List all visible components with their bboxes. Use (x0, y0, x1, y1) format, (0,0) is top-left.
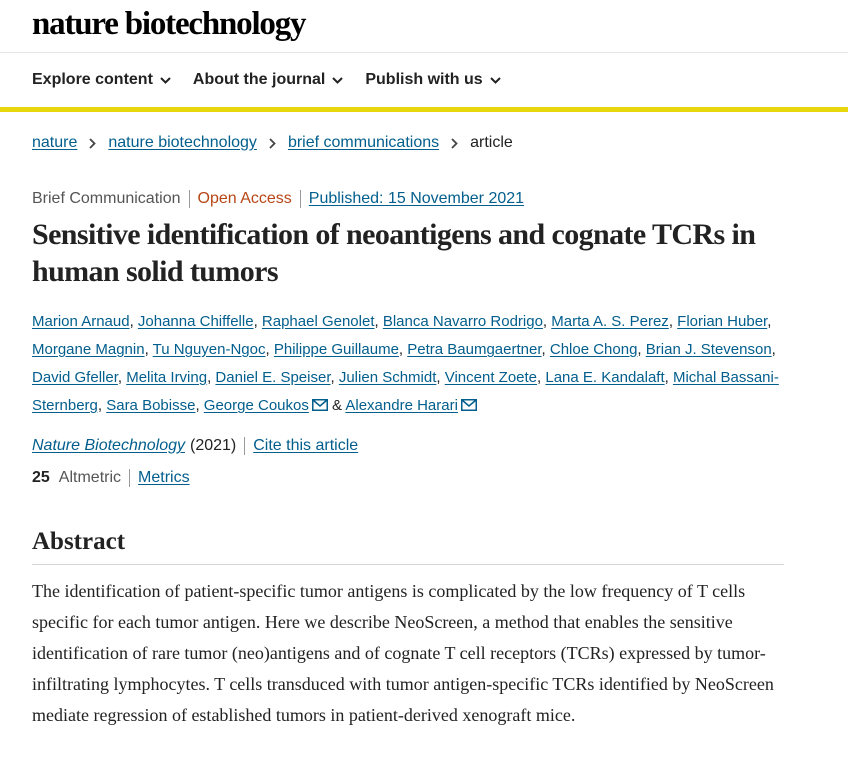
main-nav (0, 53, 848, 112)
author-item: Vincent Zoete, (444, 369, 546, 386)
author-link[interactable]: Melita Irving (126, 369, 208, 386)
breadcrumb-brief-communications[interactable]: brief communications (287, 134, 440, 151)
metrics-link[interactable]: Metrics (138, 469, 190, 486)
author-item: Melita Irving, (126, 369, 216, 386)
author-link[interactable]: Florian Huber (677, 313, 768, 330)
author-item: Daniel E. Speiser, (215, 369, 339, 386)
author-link[interactable]: Marta A. S. Perez (551, 313, 669, 330)
author-item: Marta A. S. Perez, (551, 313, 678, 330)
author-link[interactable]: Blanca Navarro Rodrigo (382, 313, 543, 330)
nav-publish-with-us[interactable] (365, 71, 500, 89)
author-item: Marion Arnaud, (32, 313, 138, 330)
author-link[interactable]: Philippe Guillaume (273, 341, 399, 358)
author-joiner: & (332, 397, 343, 414)
author-link[interactable]: Petra Baumgaertner (407, 341, 542, 358)
breadcrumb-nature-biotechnology[interactable]: nature biotechnology (108, 134, 257, 151)
author-link[interactable]: George Coukos (203, 397, 309, 414)
author-item: Johanna Chiffelle, (137, 313, 262, 330)
meta-divider (129, 469, 130, 487)
author-item: Blanca Navarro Rodrigo, (382, 313, 552, 330)
author-item: Brian J. Stevenson, (645, 341, 776, 358)
author-link[interactable]: Sara Bobisse (106, 397, 196, 414)
mail-icon[interactable] (312, 393, 328, 421)
author-item: Raphael Genolet, (261, 313, 383, 330)
author-link[interactable]: Morgane Magnin (32, 341, 145, 358)
chevron-down-icon (490, 77, 501, 84)
author-link[interactable]: Michal Bassani-Sternberg (32, 369, 779, 414)
article-type: Brief Communication (32, 190, 181, 207)
citation-line (32, 437, 358, 455)
author-link[interactable]: Lana E. Kandalaft (545, 369, 665, 386)
author-link[interactable]: Raphael Genolet (261, 313, 375, 330)
author-item: Sara Bobisse, (106, 397, 204, 414)
altmetric-score: 25 (32, 469, 50, 486)
nav-explore-content[interactable] (32, 71, 171, 89)
nav-label: Publish with us (365, 71, 483, 88)
nav-label: Explore content (32, 71, 153, 88)
site-header (0, 0, 848, 53)
published-date-link[interactable]: Published: 15 November 2021 (308, 190, 525, 207)
author-item: Lana E. Kandalaft, (545, 369, 673, 386)
journal-name-link[interactable]: Nature Biotechnology (32, 437, 185, 454)
author-link[interactable]: Daniel E. Speiser (215, 369, 331, 386)
altmetric-label: Altmetric (58, 469, 122, 486)
author-link[interactable]: Julien Schmidt (338, 369, 437, 386)
author-item: Florian Huber, (677, 313, 772, 330)
chevron-down-icon (160, 77, 171, 84)
publication-year: (2021) (189, 437, 237, 454)
author-list (32, 308, 792, 421)
mail-icon[interactable] (461, 393, 477, 421)
author-link[interactable]: Chloe Chong (549, 341, 638, 358)
cite-this-article-link[interactable]: Cite this article (253, 437, 359, 454)
meta-divider (300, 190, 301, 208)
author-item (204, 397, 328, 414)
author-link[interactable]: Vincent Zoete (444, 369, 538, 386)
author-item: Philippe Guillaume, (273, 341, 408, 358)
author-item: Michal Bassani-Sternberg, (32, 369, 779, 414)
breadcrumb-nature[interactable]: nature (32, 134, 78, 151)
chevron-right-icon (269, 138, 276, 149)
author-item (345, 397, 477, 414)
open-access-badge: Open Access (197, 190, 292, 207)
author-link[interactable]: Alexandre Harari (345, 397, 458, 414)
article-title: Sensitive identification of neoantigens and cognate TCRs in human solid tumors (32, 218, 756, 288)
author-link[interactable]: David Gfeller (32, 369, 118, 386)
nav-label: About the journal (192, 71, 326, 88)
author-link[interactable]: Brian J. Stevenson (645, 341, 772, 358)
chevron-down-icon (332, 77, 343, 84)
breadcrumb (32, 134, 513, 152)
author-link[interactable]: Tu Nguyen-Ngoc (152, 341, 266, 358)
chevron-right-icon (451, 138, 458, 149)
journal-logo[interactable]: nature biotechnology (32, 6, 306, 42)
author-item: Petra Baumgaertner, (407, 341, 550, 358)
author-item: Julien Schmidt, (338, 369, 445, 386)
meta-divider (244, 437, 245, 455)
article-meta (32, 190, 524, 208)
abstract-heading: Abstract (32, 528, 784, 565)
author-item: Chloe Chong, (549, 341, 646, 358)
author-item: David Gfeller, (32, 369, 127, 386)
author-link[interactable]: Marion Arnaud (32, 313, 130, 330)
breadcrumb-current: article (470, 134, 513, 151)
meta-divider (189, 190, 190, 208)
metrics-line (32, 469, 190, 487)
author-link[interactable]: Johanna Chiffelle (137, 313, 254, 330)
author-item: Morgane Magnin, (32, 341, 153, 358)
abstract-text: The identification of patient-specific tumor antigens is complicated by the low frequency of T cells specific for each tumor antigen. Here we describe NeoScreen, a method that enables the sensitive identification of rare tumor (neo)antigens and of cognate T cell receptors (TCRs) expressed by tumor-infiltrating lymphocytes. T cells transduced with tumor antigen-specific TCRs identified by NeoScreen mediate regression of established tumors in patient-derived xenograft mice. (32, 581, 774, 725)
nav-about-the-journal[interactable] (193, 71, 343, 89)
author-item: Tu Nguyen-Ngoc, (152, 341, 274, 358)
chevron-right-icon (89, 138, 96, 149)
